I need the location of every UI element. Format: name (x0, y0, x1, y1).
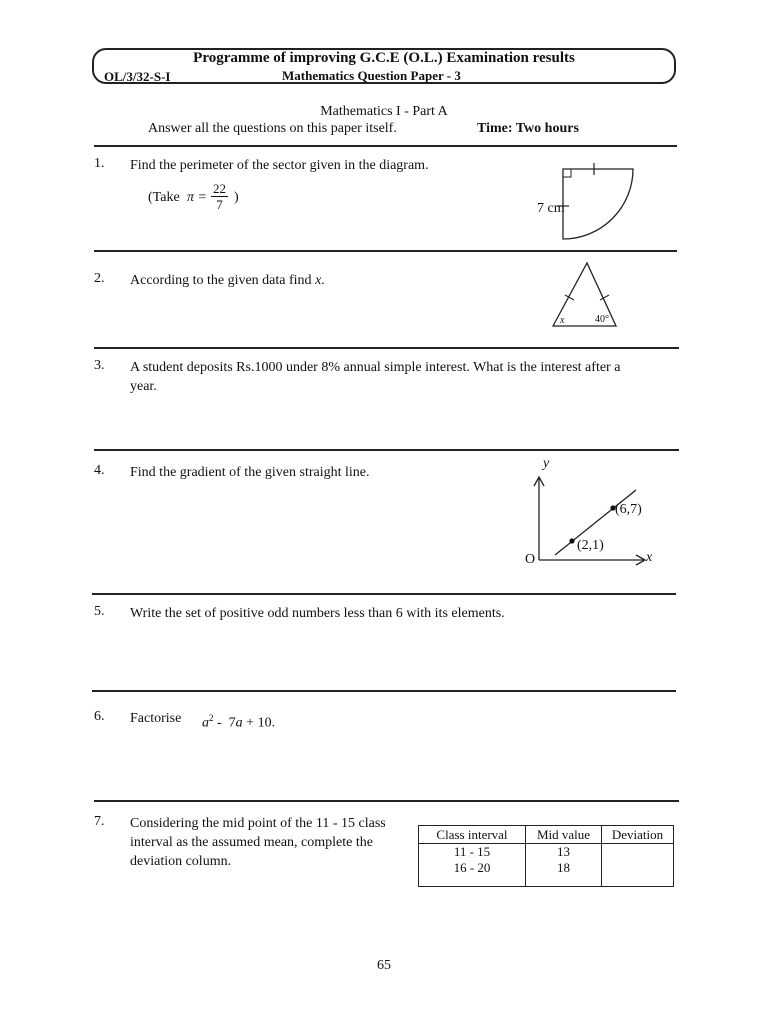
origin-label: O (525, 552, 536, 567)
header-mid-value: Mid value (526, 826, 602, 844)
question-number: 7. (94, 814, 105, 829)
table-header-row (419, 826, 674, 844)
deviation-cell[interactable] (602, 844, 674, 861)
expression-part: - 7 (213, 715, 236, 731)
table-cell: 11 - 15 (419, 844, 526, 861)
equal-side-mark (600, 295, 609, 300)
question-number: 5. (94, 604, 105, 619)
question-number: 2. (94, 271, 105, 286)
divider (94, 250, 677, 252)
sector-shape (563, 169, 633, 239)
fraction-numerator: 22 (213, 181, 226, 196)
table-cell: 13 (526, 844, 602, 861)
question-number: 6. (94, 709, 105, 724)
header-deviation: Deviation (602, 826, 674, 844)
divider (94, 800, 679, 802)
x-axis-label: x (646, 550, 653, 565)
part-title: Mathematics I - Part A (320, 104, 448, 119)
point-b-label: (6,7) (615, 502, 642, 517)
variable-x: x (315, 273, 322, 288)
expression (202, 709, 275, 733)
angle-40-label: 40° (595, 314, 609, 325)
angle-x-label: x (560, 315, 565, 326)
exponent: 2 (209, 713, 214, 723)
radius-label: 7 cm (537, 201, 565, 216)
variable-a: a (235, 715, 243, 731)
header-title: Programme of improving G.C.E (O.L.) Examination results (193, 50, 575, 66)
divider (94, 347, 679, 349)
question-label: Factorise (130, 711, 182, 726)
paper-subtitle: Mathematics Question Paper - 3 (282, 68, 461, 83)
page-number: 65 (377, 958, 391, 973)
class-table (418, 825, 674, 887)
take-open: (Take (148, 190, 180, 205)
point-a-label: (2,1) (577, 538, 604, 553)
header-class-interval: Class interval (419, 826, 526, 844)
table-row (419, 844, 674, 861)
question-text-part: According to the given data find (130, 273, 316, 288)
question-text-part: . (321, 273, 325, 288)
fraction-denominator: 7 (216, 197, 223, 212)
divider (92, 593, 676, 595)
question-text: Considering the mid point of the 11 - 15 class interval as the assumed mean, complete the deviation column. (130, 816, 386, 869)
question-text: Find the perimeter of the sector given in the diagram. (130, 158, 429, 173)
expression-part: + 10. (242, 715, 276, 731)
table-cell: 16 - 20 (419, 860, 526, 887)
question-text (130, 271, 325, 290)
paper-code: OL/3/32-S-I (104, 69, 171, 84)
divider (94, 145, 677, 147)
y-axis-label: y (543, 456, 550, 471)
point-a (569, 538, 574, 543)
question-number: 3. (94, 358, 105, 373)
divider (92, 690, 676, 692)
table-cell: 18 (526, 860, 602, 887)
take-close: ) (234, 190, 239, 205)
question-number: 4. (94, 463, 105, 478)
right-angle-mark (563, 169, 571, 177)
variable-a: a (202, 715, 209, 731)
question-text: Find the gradient of the given straight line. (130, 465, 370, 480)
table-row (419, 860, 674, 887)
question-number: 1. (94, 156, 105, 171)
instruction: Answer all the questions on this paper itself. (148, 121, 397, 136)
divider (94, 449, 679, 451)
question-text: A student deposits Rs.1000 under 8% annual simple interest. What is the interest after a year. (130, 360, 621, 394)
question-text: Write the set of positive odd numbers less than 6 with its elements. (130, 606, 505, 621)
time-allowed: Time: Two hours (477, 121, 579, 136)
pi-equals: π = (187, 190, 207, 205)
fraction (211, 181, 228, 212)
deviation-cell[interactable] (602, 860, 674, 887)
